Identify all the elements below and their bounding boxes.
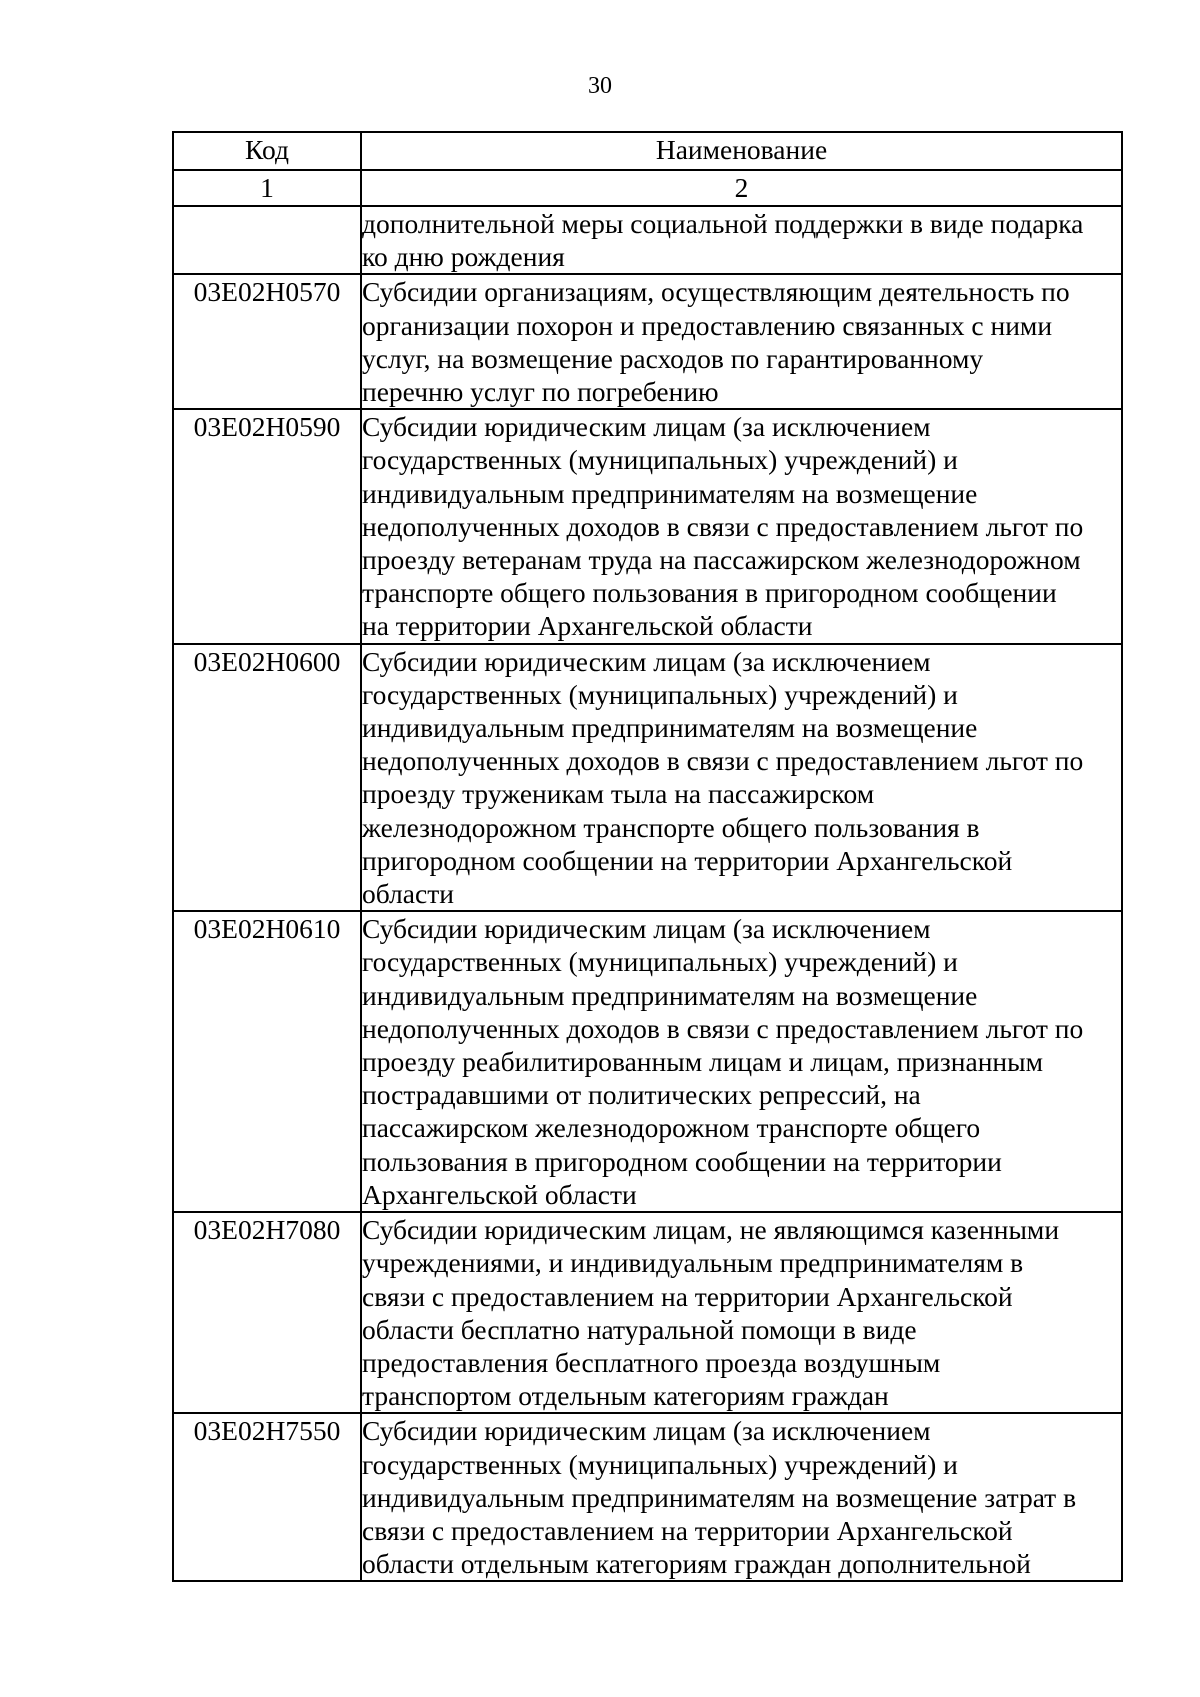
row-name-line: ко дню рождения — [362, 241, 565, 273]
row-name-line: индивидуальным предпринимателям на возмещение затрат в — [362, 1481, 1077, 1513]
row-name-line: связи с предоставлением на территории Архангельской — [362, 1280, 1013, 1312]
row-name — [361, 1212, 1122, 1413]
row-code: 03Е02Н0600 — [173, 644, 361, 912]
table-row — [173, 206, 1122, 274]
row-code: 03Е02Н0570 — [173, 274, 361, 409]
row-name-line: транспортом отдельным категориям граждан — [362, 1380, 889, 1412]
table-body — [173, 206, 1122, 1581]
row-name-line: индивидуальным предпринимателям на возмещение — [362, 979, 978, 1011]
row-code: 03Е02Н0590 — [173, 409, 361, 643]
row-name-line: пользования в пригородном сообщении на территории — [362, 1145, 1002, 1177]
row-name-line: области отдельным категориям граждан дополнительной — [362, 1548, 1031, 1580]
row-name-line: Субсидии организациям, осуществляющим деятельность по — [362, 276, 1070, 308]
row-name — [361, 911, 1122, 1212]
row-name-line: Субсидии юридическим лицам, не являющимся казенными — [362, 1214, 1060, 1246]
row-code: 03Е02Н7550 — [173, 1413, 361, 1581]
table-row — [173, 911, 1122, 1212]
row-name-line: Архангельской области — [362, 1178, 637, 1210]
table-row — [173, 1413, 1122, 1581]
row-name-line: перечню услуг по погребению — [362, 376, 719, 408]
row-name-line: железнодорожном транспорте общего пользования в — [362, 811, 980, 843]
row-name — [361, 206, 1122, 274]
row-name-line: недополученных доходов в связи с предоставлением льгот по — [362, 745, 1084, 777]
row-name-line: недополученных доходов в связи с предоставлением льгот по — [362, 510, 1084, 542]
row-name-line: проезду реабилитированным лицам и лицам, признанным — [362, 1046, 1044, 1078]
row-name-line: Субсидии юридическим лицам (за исключением — [362, 645, 931, 677]
row-name-line: Субсидии юридическим лицам (за исключением — [362, 913, 931, 945]
row-name-line: пассажирском железнодорожном транспорте общего — [362, 1112, 981, 1144]
budget-code-table — [172, 131, 1123, 1582]
row-name-line: проезду ветеранам труда на пассажирском железнодорожном — [362, 544, 1081, 576]
row-name-line: индивидуальным предпринимателям на возмещение — [362, 477, 978, 509]
row-name-line: государственных (муниципальных) учреждений) и — [362, 678, 958, 710]
row-name-line: услуг, на возмещение расходов по гарантированному — [362, 342, 984, 374]
row-name-line: проезду труженикам тыла на пассажирском — [362, 778, 875, 810]
row-name-line: транспорте общего пользования в пригородном сообщении — [362, 577, 1057, 609]
row-code: 03Е02Н0610 — [173, 911, 361, 1212]
row-name-line: индивидуальным предпринимателям на возмещение — [362, 712, 978, 744]
table-row — [173, 1212, 1122, 1413]
column-number-2: 2 — [361, 170, 1122, 206]
row-name-line: государственных (муниципальных) учреждений) и — [362, 1448, 958, 1480]
row-code — [173, 206, 361, 274]
row-name-line: государственных (муниципальных) учреждений) и — [362, 946, 958, 978]
row-name-line: на территории Архангельской области — [362, 610, 813, 642]
column-number-row — [173, 170, 1122, 206]
row-name-line: Субсидии юридическим лицам (за исключением — [362, 1415, 931, 1447]
table-row — [173, 274, 1122, 409]
row-name-line: области бесплатно натуральной помощи в виде — [362, 1313, 917, 1345]
row-name-line: организации похорон и предоставлению связанных с ними — [362, 309, 1053, 341]
table-row — [173, 644, 1122, 912]
column-number-1: 1 — [173, 170, 361, 206]
header-name: Наименование — [361, 132, 1122, 170]
row-name — [361, 644, 1122, 912]
row-name — [361, 409, 1122, 643]
row-name-line: недополученных доходов в связи с предоставлением льгот по — [362, 1012, 1084, 1044]
row-name — [361, 274, 1122, 409]
row-name-line: области — [362, 878, 454, 910]
row-name-line: учреждениями, и индивидуальным предпринимателям в — [362, 1247, 1024, 1279]
row-name — [361, 1413, 1122, 1581]
row-name-line: пострадавшими от политических репрессий, на — [362, 1079, 921, 1111]
page-number: 30 — [588, 73, 612, 99]
row-name-line: предоставления бесплатного проезда воздушным — [362, 1346, 941, 1378]
row-name-line: дополнительной меры социальной поддержки в виде подарка — [362, 208, 1084, 239]
row-name-line: государственных (муниципальных) учреждений) и — [362, 444, 958, 476]
row-code: 03Е02Н7080 — [173, 1212, 361, 1413]
row-name-line: связи с предоставлением на территории Архангельской — [362, 1514, 1013, 1546]
row-name-line: пригородном сообщении на территории Архангельской — [362, 844, 1013, 876]
row-name-line: Субсидии юридическим лицам (за исключением — [362, 411, 931, 443]
table-row — [173, 409, 1122, 643]
table-header — [173, 132, 1122, 206]
header-code: Код — [173, 132, 361, 170]
header-row — [173, 132, 1122, 170]
